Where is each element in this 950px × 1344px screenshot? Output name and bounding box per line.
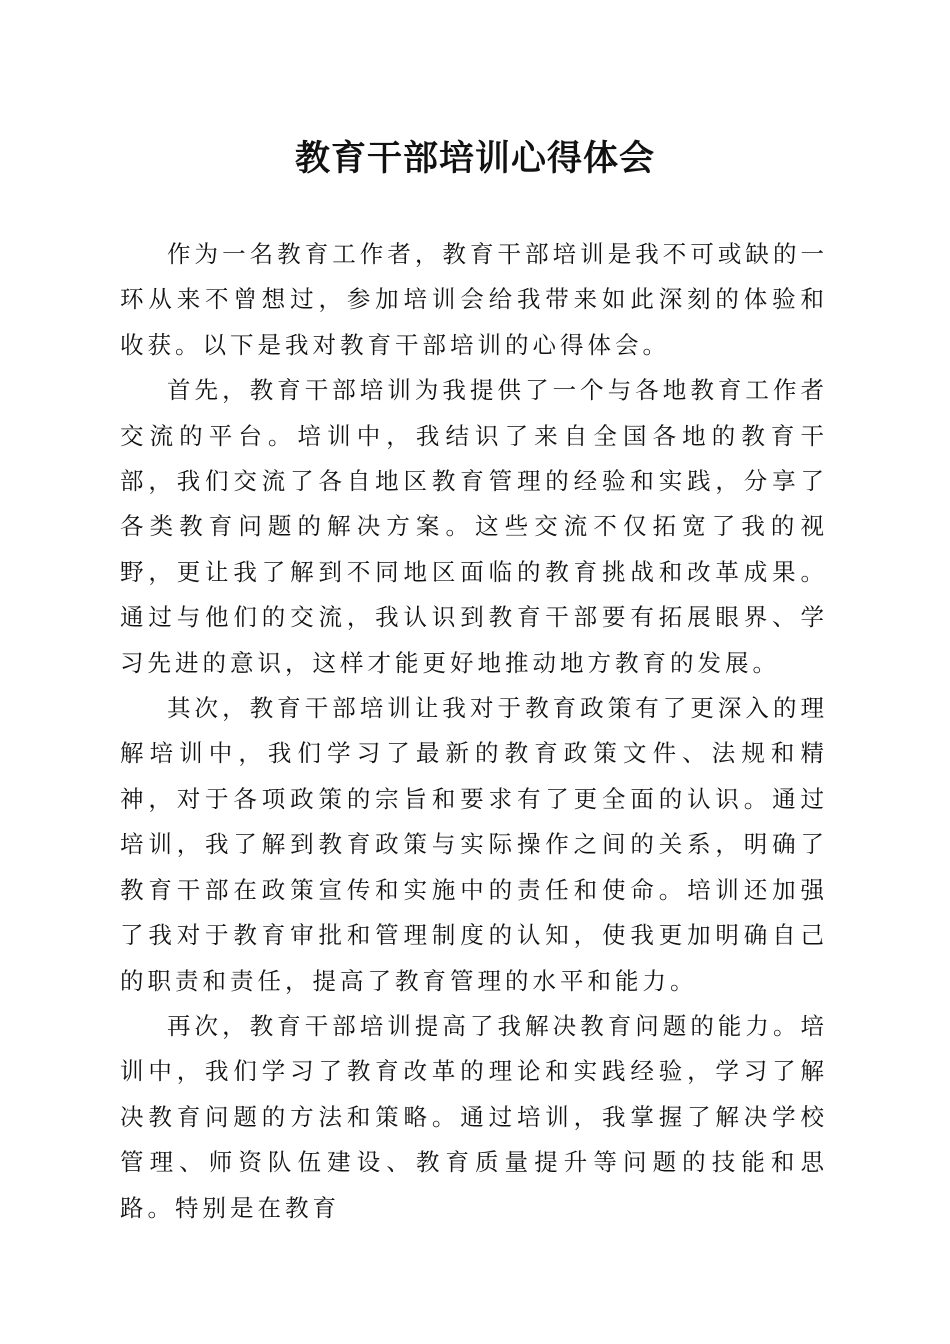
paragraph-2: 首先，教育干部培训为我提供了一个与各地教育工作者交流的平台。培训中，我结识了来自全国各地的教育干部，我们交流了各自地区教育管理的经验和实践，分享了各类教育问题的解决方案。这些交流不仅拓宽了我的视野，更让我了解到不同地区面临的教育挑战和改革成果。通过与他们的交流，我认识到教育干部要有拓展眼界、学习先进的意识，这样才能更好地推动地方教育的发展。 <box>120 376 828 677</box>
document-title: 教育干部培训心得体会 <box>294 138 655 179</box>
paragraph-3: 其次，教育干部培训让我对于教育政策有了更深入的理解培训中，我们学习了最新的教育政策文件、法规和精神，对于各项政策的宗旨和要求有了更全面的认识。通过培训，我了解到教育政策与实际操作之间的关系，明确了教育干部在政策宣传和实施中的责任和使命。培训还加强了我对于教育审批和管理制度的认知，使我更加明确自己的职责和责任，提高了教育管理的水平和能力。 <box>120 694 828 995</box>
document-body <box>120 232 828 1231</box>
paragraph-1: 作为一名教育工作者，教育干部培训是我不可或缺的一环从来不曾想过，参加培训会给我带来如此深刻的体验和收获。以下是我对教育干部培训的心得体会。 <box>120 240 828 359</box>
paragraph-4: 再次，教育干部培训提高了我解决教育问题的能力。培训中，我们学习了教育改革的理论和实践经验，学习了解决教育问题的方法和策略。通过培训，我掌握了解决学校管理、师资队伍建设、教育质量提升等问题的技能和思路。特别是在教育 <box>120 1011 828 1222</box>
